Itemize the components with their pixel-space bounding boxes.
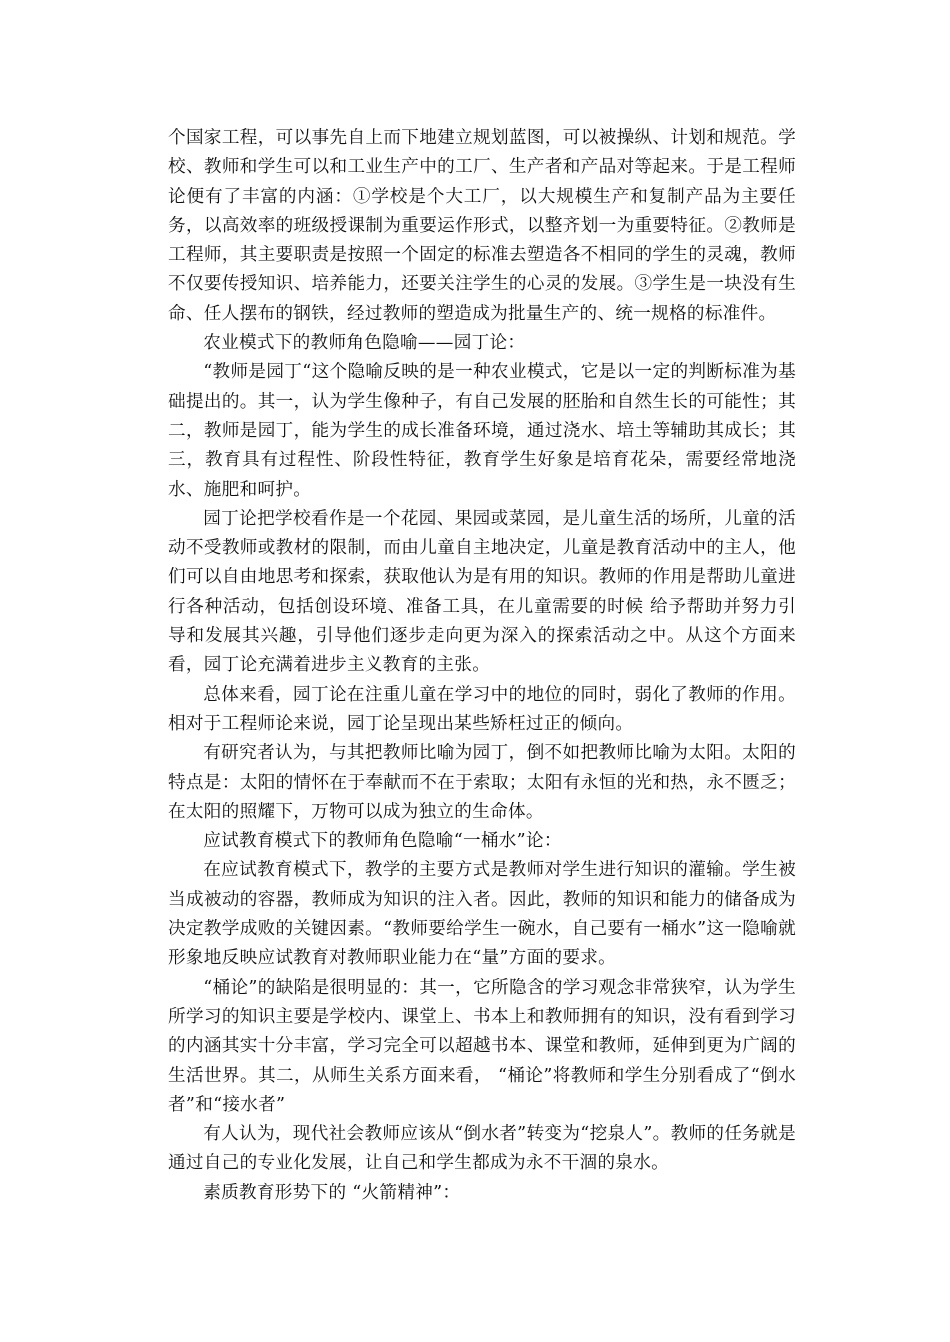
paragraph-spring-digger: 有人认为，现代社会教师应该从“倒水者”转变为“挖泉人”。教师的任务就是通过自己的专业化发展，让自己和学生都成为永不干涸的泉水。 (168, 1124, 796, 1174)
paragraph-gardener-summary: 总体来看，园丁论在注重儿童在学习中的地位的同时，弱化了教师的作用。相对于工程师论来说，园丁论呈现出某些矫枉过正的倾向。 (168, 684, 796, 734)
heading-rocket-spirit: 素质教育形势下的 “火箭精神”： (203, 1182, 461, 1203)
heading-bucket-theory: 应试教育模式下的教师角色隐喻“一桶水”论： (203, 831, 562, 852)
paragraph-sun-metaphor: 有研究者认为，与其把教师比喻为园丁，倒不如把教师比喻为太阳。太阳的特点是：太阳的情怀在于奉献而不在于索取；太阳有永恒的光和热，永不匮乏；在太阳的照耀下，万物可以成为独立的生命体。 (168, 743, 796, 822)
paragraph-exam-education: 在应试教育模式下，教学的主要方式是教师对学生进行知识的灌输。学生被当成被动的容器，教师成为知识的注入者。因此，教师的知识和能力的储备成为决定教学成败的关键因素。“教师要给学生一碗水，自己要有一桶水”这一隐喻就形象地反映应试教育对教师职业能力在“量”方面的要求。 (168, 860, 796, 969)
document-page (168, 124, 796, 1208)
heading-gardener-theory: 农业模式下的教师角色隐喻——园丁论： (203, 333, 526, 354)
paragraph-bucket-defects: “桶论”的缺陷是很明显的：其一，它所隐含的学习观念非常狭窄，认为学生所学习的知识主要是学校内、课堂上、书本上和教师拥有的知识，没有看到学习的内涵其实十分丰富，学习完全可以超越书本、课堂和教师，延伸到更为广阔的生活世界。其二，从师生关系方面来看， “桶论”将教师和学生分别看成了“倒水者”和“接水者” (168, 977, 796, 1115)
paragraph-gardener-metaphor: “教师是园丁“这个隐喻反映的是一种农业模式，它是以一定的判断标准为基础提出的。其一，认为学生像种子，有自己发展的胚胎和自然生长的可能性；其二，教师是园丁，能为学生的成长准备环境，通过浇水、培土等辅助其成长；其三，教育具有过程性、阶段性特征，教育学生好象是培育花朵，需要经常地浇水、施肥和呵护。 (168, 362, 796, 500)
paragraph-engineer-theory: 个国家工程，可以事先自上而下地建立规划蓝图，可以被操纵、计划和规范。学校、教师和学生可以和工业生产中的工厂、生产者和产品对等起来。于是工程师论便有了丰富的内涵：①学校是个大工厂，以大规模生产和复制产品为主要任务，以高效率的班级授课制为重要运作形式，以整齐划一为重要特征。②教师是工程师，其主要职责是按照一个固定的标准去塑造各不相同的学生的灵魂，教师不仅要传授知识、培养能力，还要关注学生的心灵的发展。③学生是一块没有生命、任人摆布的钢铁，经过教师的塑造成为批量生产的、统一规格的标准件。 (168, 128, 796, 324)
paragraph-gardener-school: 园丁论把学校看作是一个花园、果园或菜园，是儿童生活的场所，儿童的活动不受教师或教材的限制，而由儿童自主地决定，儿童是教育活动中的主人，他们可以自由地思考和探索，获取他认为是有用的知识。教师的作用是帮助儿童进行各种活动，包括创设环境、准备工具，在儿童需要的时候 给予帮助并努力引导和发展其兴趣，引导他们逐步走向更为深入的探索活动之中。从这个方面来看，园丁论充满着进步主义教育的主张。 (168, 508, 796, 676)
